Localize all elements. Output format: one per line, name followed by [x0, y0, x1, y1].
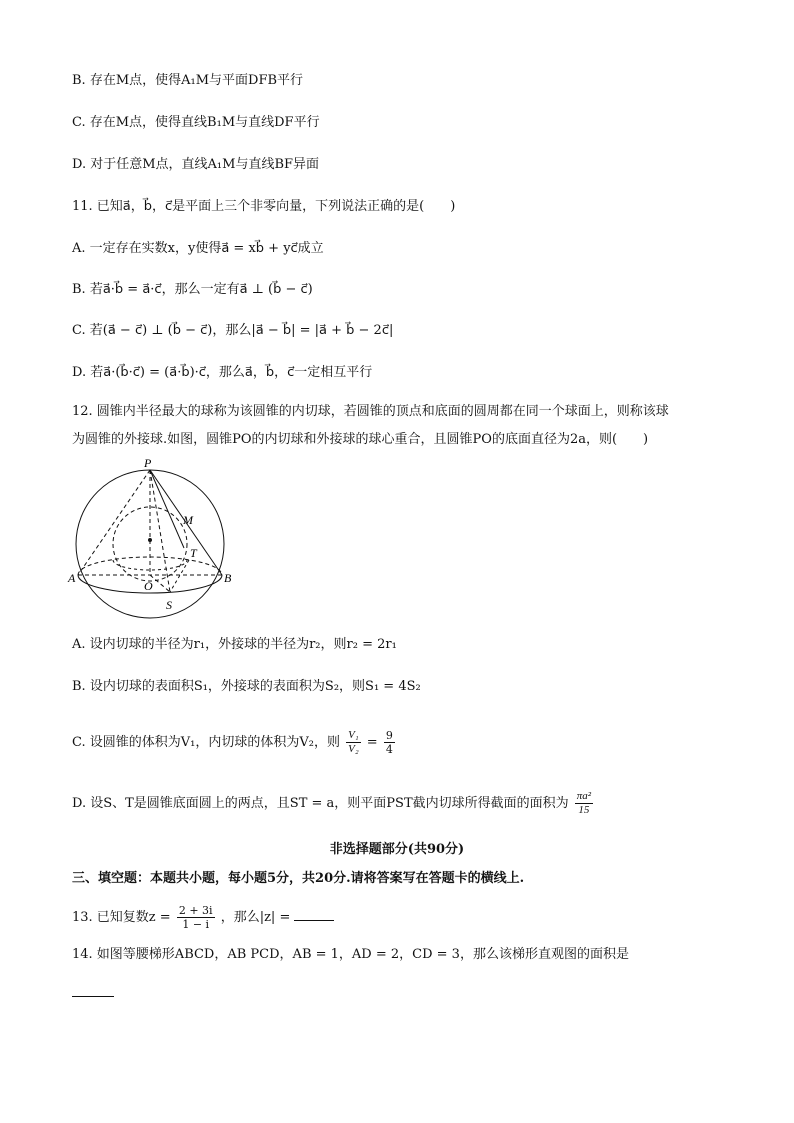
q12-d-fraction: [575, 790, 593, 817]
q12-option-a: A. 设内切球的半径为r₁，外接球的半径为r₂，则r₂ = 2r₁: [72, 637, 397, 652]
q12-option-c: [72, 729, 397, 756]
q12-c-equals: =: [366, 735, 378, 750]
label-B: B: [224, 571, 232, 585]
base-ellipse-back: [78, 557, 222, 575]
q12-option-c-text: C. 设圆锥的体积为V₁，内切球的体积为V₂，则: [72, 735, 340, 750]
q11-option-c: C. 若(a⃗ − c⃗) ⊥ (b⃗ − c⃗)，那么|a⃗ − b⃗| = |a⃗ + b⃗ − 2c⃗|: [72, 323, 394, 338]
q14: 14. 如图等腰梯形ABCD，AB PCD，AB = 1，AD = 2，CD = 3，那么该梯形直观图的面积是: [72, 947, 629, 962]
section-title: 非选择题部分(共90分): [329, 842, 465, 857]
q10-option-c: C. 存在M点，使得直线B₁M与直线DF平行: [72, 115, 320, 130]
q13-frac-den: 1 − i: [182, 918, 210, 931]
q11-option-b: B. 若a⃗·b⃗ = a⃗·c⃗，那么一定有a⃗ ⊥ (b⃗ − c⃗): [72, 282, 313, 297]
q13-pre: 13. 已知复数z =: [72, 910, 171, 925]
q12-c-fraction-right: [384, 729, 395, 756]
label-O: O: [144, 579, 153, 593]
q11-stem: 11. 已知a⃗，b⃗，c⃗是平面上三个非零向量，下列说法正确的是( ): [72, 199, 456, 214]
q10-option-d: D. 对于任意M点，直线A₁M与直线BF异面: [72, 157, 320, 172]
label-S: S: [166, 598, 172, 612]
q12-c-fraction-left: [346, 729, 361, 756]
q13-frac-num: 2 + 3i: [178, 904, 213, 917]
q14-answer-blank[interactable]: [72, 984, 114, 997]
label-A: A: [68, 571, 76, 585]
q11-option-a: A. 一定存在实数x，y使得a⃗ = xb⃗ + yc⃗成立: [72, 241, 324, 256]
label-P: P: [144, 456, 152, 470]
center-point: [148, 538, 152, 542]
q12-c-rhs-num: 9: [385, 729, 393, 742]
section-3-heading: 三、填空题：本题共小题，每小题5分，共20分.请将答案写在答题卡的横线上.: [72, 871, 525, 886]
q12-d-frac-den: 15: [578, 804, 590, 816]
cone-sphere-figure: [66, 456, 236, 621]
q10-option-b: B. 存在M点，使得A₁M与平面DFB平行: [72, 73, 304, 88]
label-M: M: [183, 513, 193, 527]
q12-c-frac-num: V₁: [348, 729, 359, 741]
q12-stem-line2: 为圆锥的外接球.如图，圆锥PO的内切球和外接球的球心重合，且圆锥PO的底面直径为2a，则( ): [72, 432, 649, 447]
q13-fraction: [177, 904, 215, 931]
q12-option-d-text: D. 设S、T是圆锥底面圆上的两点，且ST = a，则平面PST截内切球所得截面的面积为: [72, 796, 569, 811]
q13: [72, 904, 334, 931]
q12-option-d: [72, 790, 595, 817]
q13-answer-blank[interactable]: [294, 908, 334, 921]
q12-stem-line1: 12. 圆锥内半径最大的球称为该圆锥的内切球，若圆锥的顶点和底面的圆周都在同一个球面上，则称该球: [72, 404, 669, 419]
q12-c-rhs-den: 4: [385, 743, 393, 756]
q12-d-frac-num: πa²: [576, 790, 592, 802]
q13-post: ，那么|z| =: [220, 910, 291, 925]
q12-option-b: B. 设内切球的表面积S₁，外接球的表面积为S₂，则S₁ = 4S₂: [72, 679, 421, 694]
q11-option-d: D. 若a⃗·(b⃗·c⃗) = (a⃗·b⃗)·c⃗，那么a⃗，b⃗，c⃗一定相互平行: [72, 365, 373, 380]
q12-c-frac-den: V₂: [348, 743, 359, 755]
label-T: T: [190, 546, 197, 560]
